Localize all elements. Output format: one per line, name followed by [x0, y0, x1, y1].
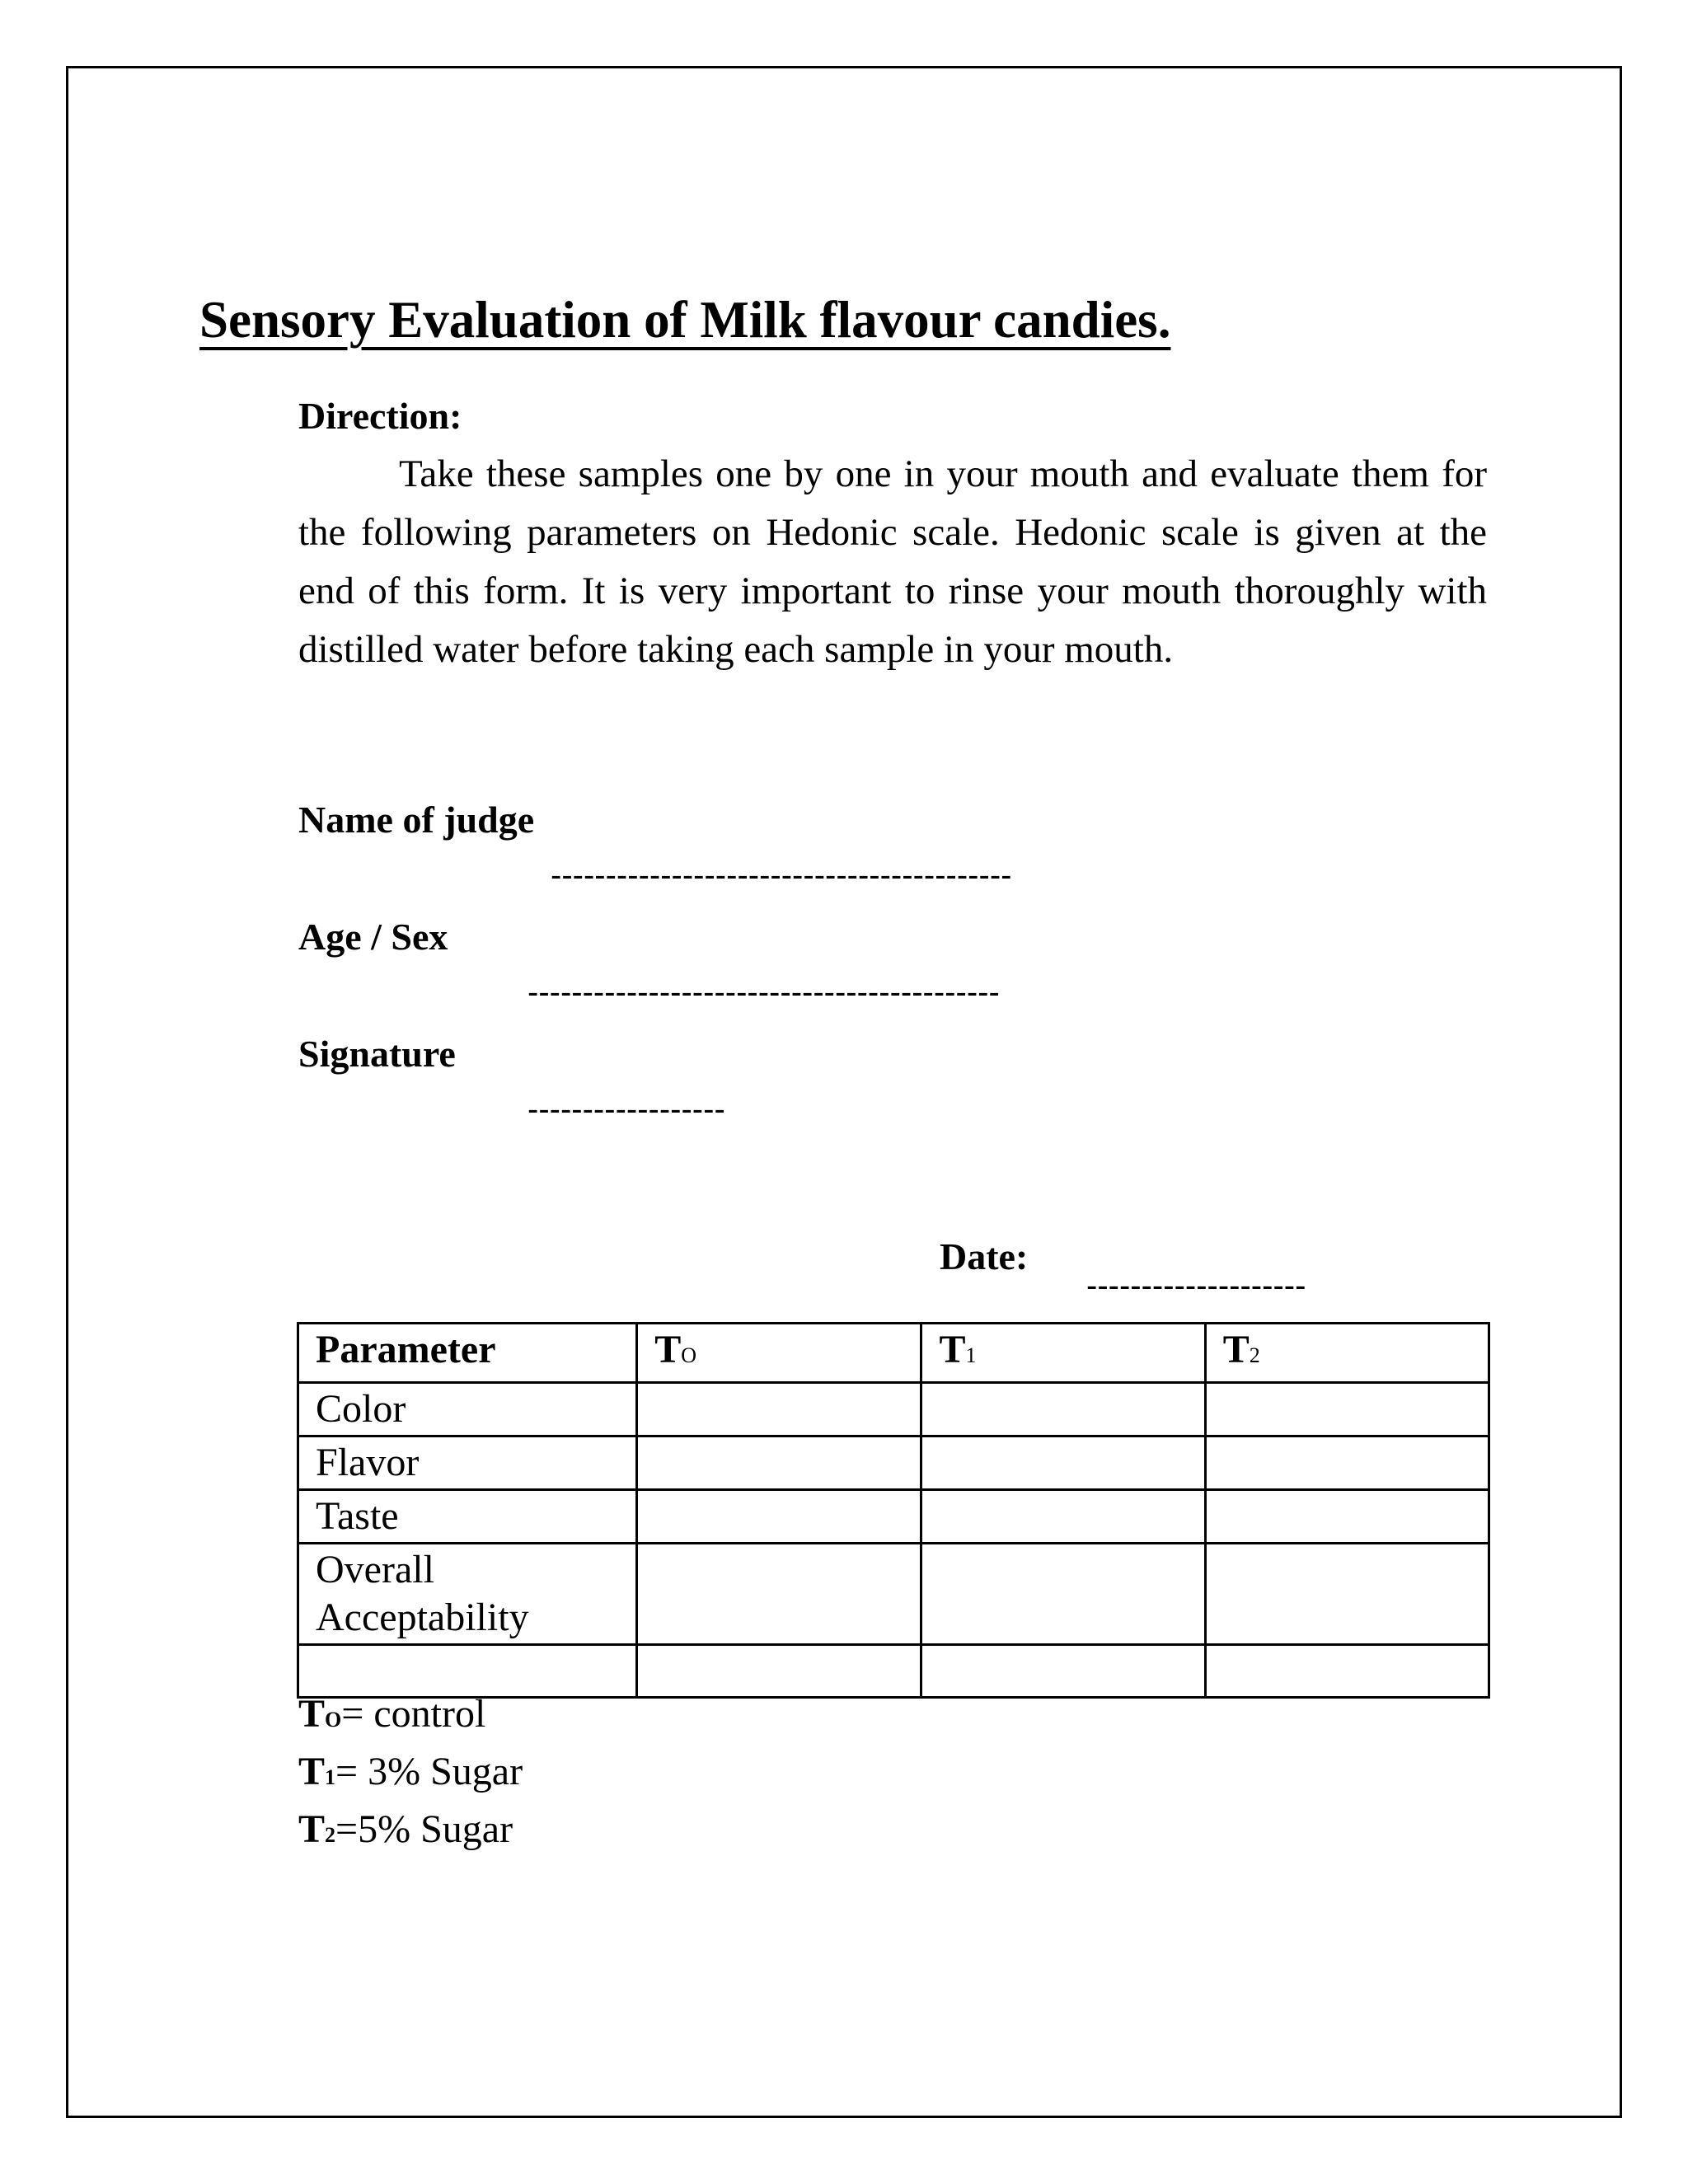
- score-cell[interactable]: [921, 1544, 1205, 1645]
- header-t1: [921, 1324, 1205, 1383]
- score-cell[interactable]: [1205, 1383, 1489, 1436]
- legend-t1-sub: 1: [325, 1765, 336, 1789]
- header-t0: [637, 1324, 921, 1383]
- legend-t0-sub: O: [325, 1708, 342, 1732]
- legend-t1-text: = 3% Sugar: [335, 1750, 523, 1793]
- direction-text: Take these samples one by one in your mouth and evaluate them for the following parameters on Hedonic scale. Hedonic scale is given at the end of this form. It is very important to rinse your mouth thoroughly with distilled water before taking each sample in your mouth.: [298, 452, 1487, 671]
- row-label-flavor: Flavor: [298, 1436, 637, 1490]
- header-t1-letter: T: [939, 1328, 966, 1371]
- header-t2-sub: 2: [1249, 1343, 1260, 1367]
- row-label-color: Color: [298, 1383, 637, 1436]
- legend-t0: [298, 1691, 485, 1736]
- name-of-judge-field[interactable]: ------------------------------------------: [551, 857, 1012, 893]
- table-header-row: [298, 1324, 1489, 1383]
- table-row: [298, 1645, 1489, 1698]
- score-cell[interactable]: [637, 1645, 921, 1698]
- signature-label: Signature: [298, 1033, 456, 1075]
- score-cell[interactable]: [637, 1383, 921, 1436]
- score-cell[interactable]: [1205, 1490, 1489, 1544]
- score-cell[interactable]: [921, 1490, 1205, 1544]
- score-cell[interactable]: [921, 1645, 1205, 1698]
- score-cell[interactable]: [1205, 1544, 1489, 1645]
- table-row: [298, 1544, 1489, 1645]
- header-t0-sub: O: [681, 1343, 697, 1367]
- legend-t2: [298, 1807, 513, 1852]
- signature-field[interactable]: ------------------: [528, 1091, 725, 1127]
- legend-t1: [298, 1749, 523, 1794]
- score-cell[interactable]: [921, 1383, 1205, 1436]
- date-label: Date:: [940, 1235, 1029, 1277]
- page-title: Sensory Evaluation of Milk flavour candies.: [199, 291, 1171, 349]
- row-label-overall-acceptability: Overall Acceptability: [298, 1544, 637, 1645]
- header-t2: [1205, 1324, 1489, 1383]
- score-cell[interactable]: [1205, 1645, 1489, 1698]
- legend-t2-text: =5% Sugar: [335, 1807, 513, 1851]
- legend-t0-letter: T: [298, 1692, 326, 1736]
- evaluation-table: [297, 1322, 1490, 1699]
- legend-t2-sub: 2: [325, 1823, 336, 1847]
- table-row: [298, 1490, 1489, 1544]
- score-cell[interactable]: [637, 1436, 921, 1490]
- legend-t0-text: = control: [341, 1692, 486, 1736]
- direction-heading: Direction:: [298, 395, 462, 437]
- row-label-taste: Taste: [298, 1490, 637, 1544]
- legend-t2-letter: T: [298, 1807, 326, 1851]
- header-t2-letter: T: [1222, 1328, 1250, 1371]
- table-row: [298, 1383, 1489, 1436]
- row-label-blank: [298, 1645, 637, 1698]
- score-cell[interactable]: [637, 1544, 921, 1645]
- age-sex-field[interactable]: -------------------------------------------: [528, 974, 1000, 1010]
- date-field[interactable]: --------------------: [1086, 1268, 1306, 1304]
- header-t0-letter: T: [654, 1328, 682, 1371]
- score-cell[interactable]: [1205, 1436, 1489, 1490]
- table-row: [298, 1436, 1489, 1490]
- score-cell[interactable]: [637, 1490, 921, 1544]
- header-t1-sub: 1: [965, 1343, 977, 1367]
- header-parameter: Parameter: [298, 1324, 637, 1383]
- legend-t1-letter: T: [298, 1750, 326, 1793]
- age-sex-label: Age / Sex: [298, 916, 448, 958]
- name-of-judge-label: Name of judge: [298, 799, 535, 841]
- score-cell[interactable]: [921, 1436, 1205, 1490]
